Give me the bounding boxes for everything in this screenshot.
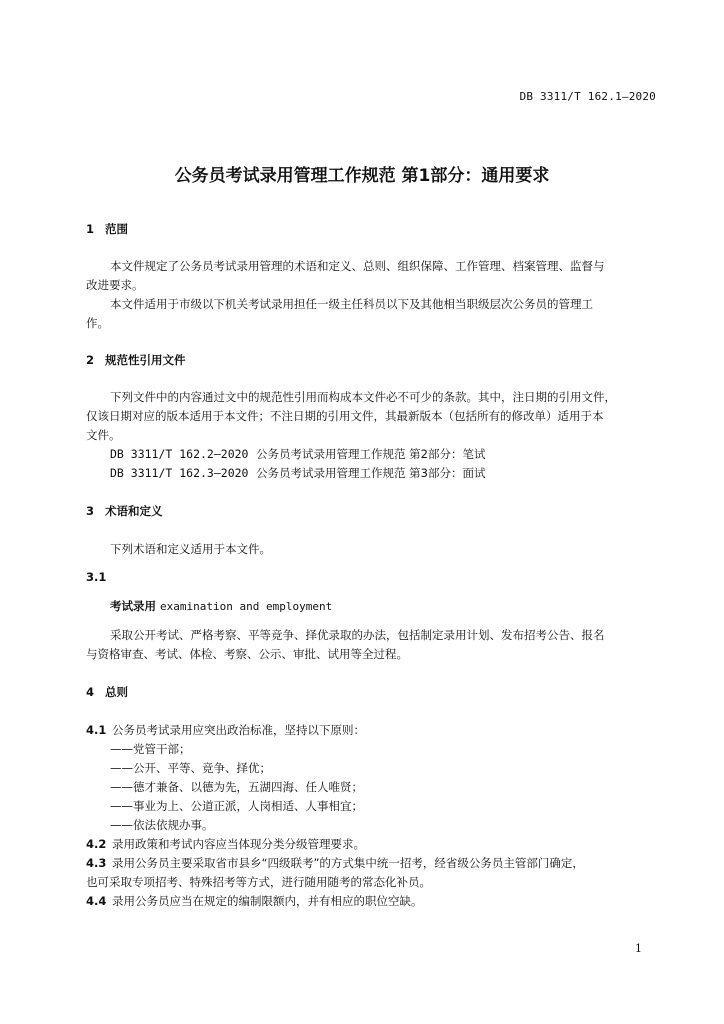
paragraph-line: 文件。 — [86, 428, 121, 442]
paragraph-line: 作。 — [86, 316, 109, 330]
reference-item — [110, 465, 485, 481]
term-number: 3.1 — [86, 570, 107, 584]
section-title: 总则 — [105, 685, 128, 699]
term-entry — [110, 598, 332, 614]
term-english: examination and employment — [160, 600, 333, 613]
clause-number: 4.4 — [86, 894, 107, 908]
clause-4-1 — [86, 722, 365, 738]
section-number: 3 — [86, 504, 95, 518]
clause-number: 4.2 — [86, 837, 107, 851]
principle-item: ——德才兼备、以德为先，五湖四海、任人唯贤； — [110, 780, 363, 794]
section-heading-general — [86, 684, 128, 700]
paragraph-line: 与资格审查、考试、体检、考察、公示、审批、试用等全过程。 — [86, 647, 408, 661]
reference-item — [110, 446, 485, 462]
section-heading-scope — [86, 221, 128, 237]
reference-code: DB 3311/T 162.2—2020 — [110, 447, 249, 461]
term-chinese: 考试录用 — [110, 599, 156, 613]
document-title: 公务员考试录用管理工作规范 第1部分：通用要求 — [174, 166, 550, 186]
paragraph-line: 下列文件中的内容通过文中的规范性引用而构成本文件必不可少的条款。其中，注日期的引用文件， — [110, 390, 616, 404]
clause-text: 录用公务员应当在规定的编制限额内，并有相应的职位空缺。 — [112, 894, 423, 908]
document-id: DB 3311/T 162.1—2020 — [519, 90, 656, 103]
section-number: 2 — [86, 353, 95, 367]
reference-title: 公务员考试录用管理工作规范 第3部分：面试 — [256, 466, 486, 480]
paragraph-line: 仅该日期对应的版本适用于本文件；不注日期的引用文件，其最新版本（包括所有的修改单）适用于本 — [86, 409, 604, 423]
page-number: 1 — [635, 942, 642, 955]
section-title: 范围 — [105, 222, 128, 236]
paragraph-line: 改进要求。 — [86, 278, 144, 292]
reference-title: 公务员考试录用管理工作规范 第2部分：笔试 — [256, 447, 486, 461]
section-heading-terms — [86, 503, 163, 519]
paragraph-line: 本文件规定了公务员考试录用管理的术语和定义、总则、组织保障、工作管理、档案管理、监督与 — [110, 259, 605, 273]
clause-number: 4.3 — [86, 856, 107, 870]
section-number: 1 — [86, 222, 95, 236]
clause-4-3 — [86, 855, 584, 871]
clause-text: 公务员考试录用应突出政治标准，坚持以下原则： — [112, 723, 365, 737]
clause-4-4 — [86, 893, 423, 909]
paragraph-line: 本文件适用于市级以下机关考试录用担任一级主任科员以下及其他相当职级层次公务员的管理工 — [110, 297, 593, 311]
clause-text: 录用公务员主要采取省市县乡“四级联考”的方式集中统一招考，经省级公务员主管部门确定， — [112, 856, 584, 870]
reference-code: DB 3311/T 162.3—2020 — [110, 466, 249, 480]
section-heading-normative-references — [86, 352, 186, 368]
clause-text: 录用政策和考试内容应当体现分类分级管理要求。 — [112, 837, 365, 851]
clause-4-2 — [86, 836, 365, 852]
clause-number: 4.1 — [86, 723, 107, 737]
section-title: 规范性引用文件 — [105, 353, 186, 367]
principle-item: ——事业为上、公道正派，人岗相适、人事相宜； — [110, 799, 363, 813]
principle-item: ——党管干部； — [110, 742, 191, 756]
principle-item: ——公开、平等、竞争、择优； — [110, 761, 271, 775]
paragraph-line: 也可采取专项招考、特殊招考等方式，进行随用随考的常态化补员。 — [86, 875, 431, 889]
section-title: 术语和定义 — [105, 504, 163, 518]
paragraph-line: 下列术语和定义适用于本文件。 — [110, 542, 271, 556]
section-number: 4 — [86, 685, 95, 699]
principle-item: ——依法依规办事。 — [110, 818, 214, 832]
paragraph-line: 采取公开考试、严格考察、平等竞争、择优录取的办法，包括制定录用计划、发布招考公告、报名 — [110, 628, 605, 642]
